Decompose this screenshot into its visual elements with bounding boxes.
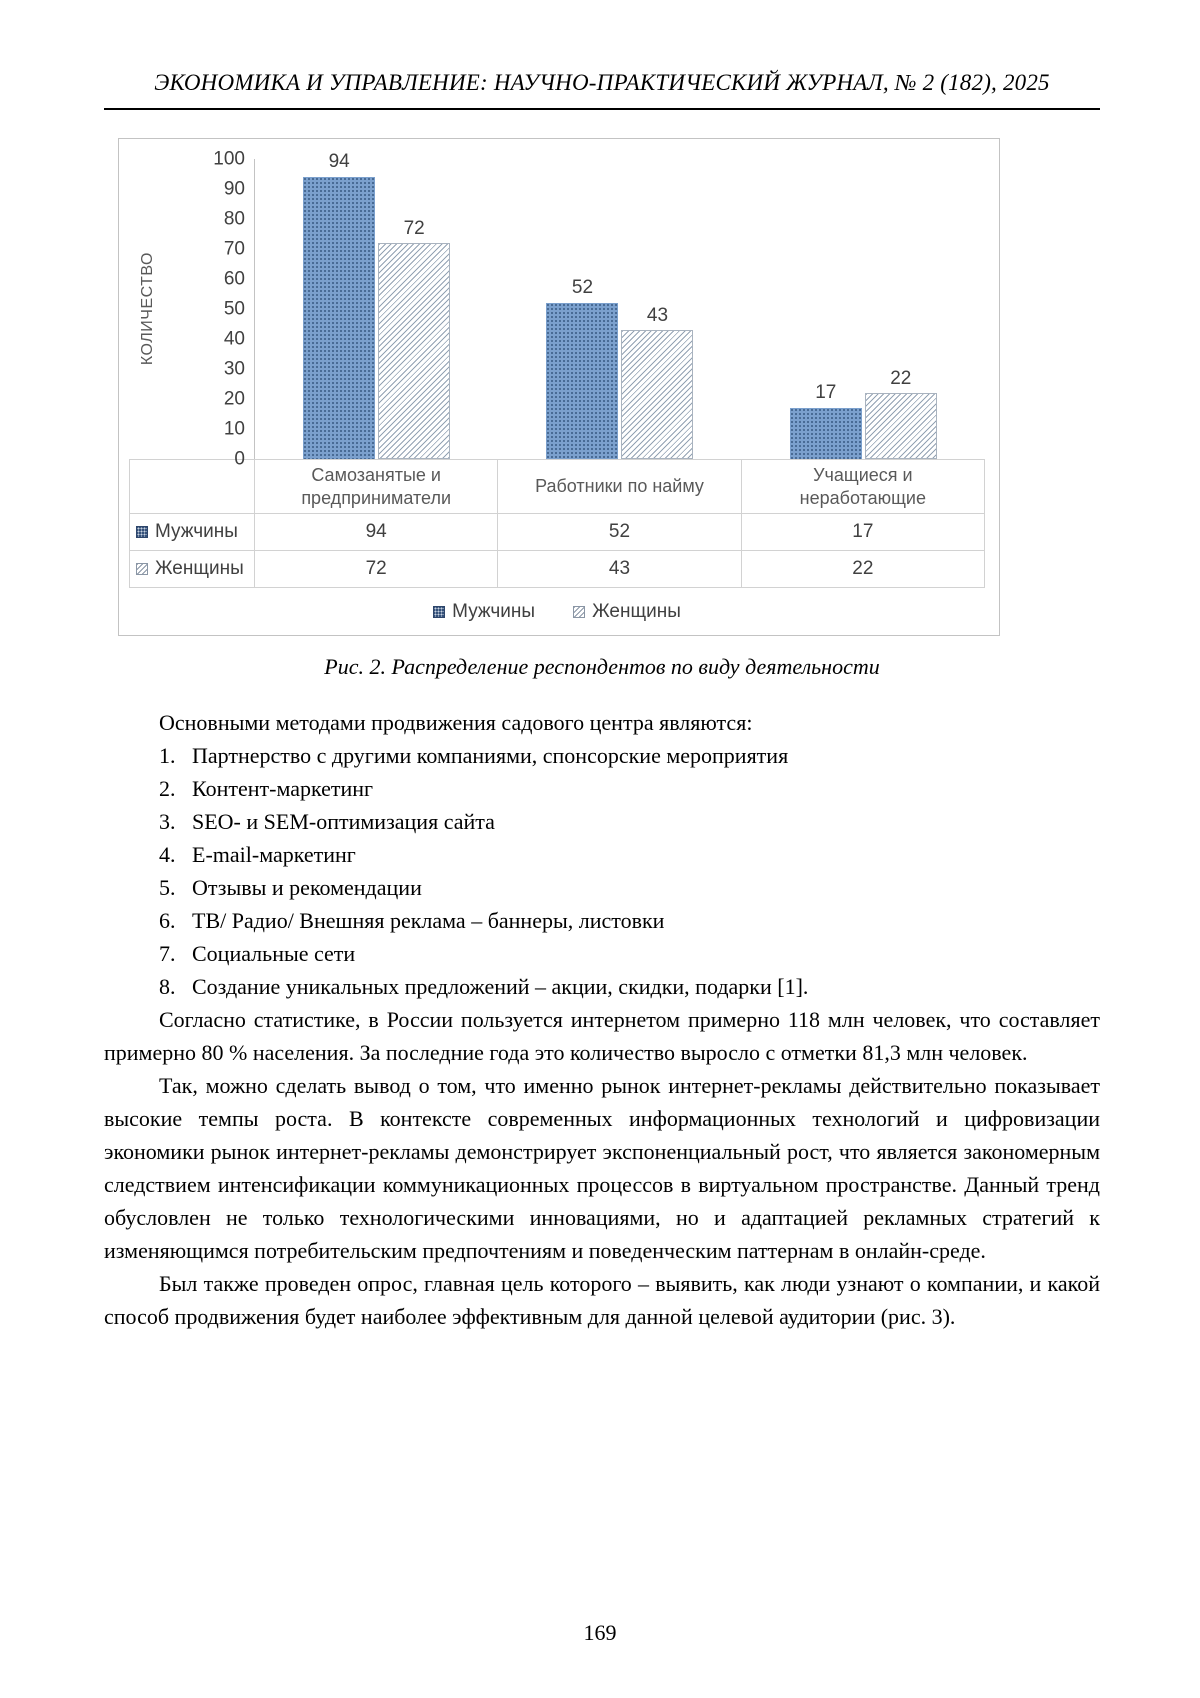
bar-series-1-category-2 [865,368,937,459]
bar-value-label: 72 [403,218,425,239]
legend-key-icon [136,526,148,538]
y-tick-label: 80 [223,208,245,230]
y-tick-label: 100 [213,148,245,170]
intro-paragraph: Основными методами продвижения садового центра являются: [159,710,753,735]
legend-item: Женщины [573,601,681,623]
legend-key-icon [136,563,148,575]
list-item: 8. Создание уникальных предложений – акции, скидки, подарки [1]. [159,974,809,999]
chart-table [129,459,985,588]
y-tick-label: 40 [223,328,245,350]
paragraphs [104,1003,1100,1333]
y-tick-label: 30 [223,358,245,380]
bar-value-label: 94 [328,151,350,172]
y-tick-label: 10 [223,418,245,440]
list-item: 5. Отзывы и рекомендации [159,875,422,900]
bar-value-label: 52 [571,277,594,298]
list-item: 3. SEO- и SEM-оптимизация сайта [159,809,495,834]
category-header-cell: Учащиеся и неработающие [742,460,985,514]
bar-group [498,159,741,459]
bar-group [742,159,985,459]
body-text [104,706,1100,1333]
list-item: 4. E-mail-маркетинг [159,842,356,867]
y-tick-label: 20 [223,388,245,410]
category-header-cell: Работники по найму [498,460,741,514]
y-axis [129,148,254,470]
bar-group [255,151,498,459]
bar-series-0-category-2 [790,382,862,459]
bar-series-1-category-1 [621,305,693,459]
bar-value-label: 17 [815,382,837,403]
y-tick-label: 70 [223,238,245,260]
legend-key-icon [433,606,445,618]
y-tick-label: 50 [223,298,245,320]
list-item: 7. Социальные сети [159,941,356,966]
journal-header: ЭКОНОМИКА И УПРАВЛЕНИЕ: НАУЧНО-ПРАКТИЧЕСКИЙ ЖУРНАЛ, № 2 (182), 2025 [104,70,1100,110]
plot-row [129,148,985,470]
list-item: 1. Партнерство с другими компаниями, спонсорские мероприятия [159,743,789,768]
table-value-cell: 17 [742,514,985,551]
figure-chart [118,138,1000,636]
bar-series-1-category-0 [378,218,450,459]
list-item: 6. ТВ/ Радио/ Внешняя реклама – баннеры, листовки [159,908,665,933]
series-label-cell: Женщины [130,551,255,588]
list-item: 2. Контент-маркетинг [159,776,374,801]
series-label-cell: Мужчины [130,514,255,551]
y-tick-label: 90 [223,178,245,200]
bar-value-label: 43 [646,305,669,326]
bar-value-label: 22 [890,368,912,389]
y-axis-title: КОЛИЧЕСТВО [139,252,156,366]
table-value-cell: 72 [255,551,498,588]
plot-area [254,151,985,459]
paragraph: Согласно статистике, в России пользуется интернетом примерно 118 млн человек, что составляет примерно 80 % населения. За последние года это количество выросло с отметки 81,3 млн человек. [104,1007,1100,1065]
bar-series-0-category-1 [546,277,618,459]
table-value-cell: 94 [255,514,498,551]
figure-caption: Рис. 2. Распределение респондентов по виду деятельности [324,654,880,679]
y-axis-ticks [159,148,254,470]
table-value-cell: 52 [498,514,741,551]
page-number: 169 [583,1620,617,1645]
table-value-cell: 22 [742,551,985,588]
methods-list [104,739,1100,1003]
legend-item: Мужчины [433,601,535,623]
paragraph: Так, можно сделать вывод о том, что именно рынок интернет-рекламы действительно показывает высокие темпы роста. В контексте современных информационных технологий и цифровизации экономики рынок интернет-рекламы демонстрирует экспоненциальный рост, что является закономерным следствием интенсификации коммуникационных процессов в виртуальном пространстве. Данный тренд обусловлен не только технологическими инновациями, но и адаптацией рекламных стратегий к изменяющимся потребительским предпочтениям и поведенческим паттернам в онлайн-среде. [104,1073,1100,1263]
paragraph: Был также проведен опрос, главная цель которого – выявить, как люди узнают о компании, и какой способ продвижения будет наиболее эффективным для данной целевой аудитории (рис. 3). [104,1271,1100,1329]
category-header-cell: Самозанятые и предприниматели [255,460,498,514]
legend-key-icon [573,606,585,618]
y-tick-label: 0 [234,448,245,470]
bar-series-0-category-0 [303,151,375,459]
chart-legend [129,601,985,623]
table-value-cell: 43 [498,551,741,588]
y-tick-label: 60 [223,268,245,290]
